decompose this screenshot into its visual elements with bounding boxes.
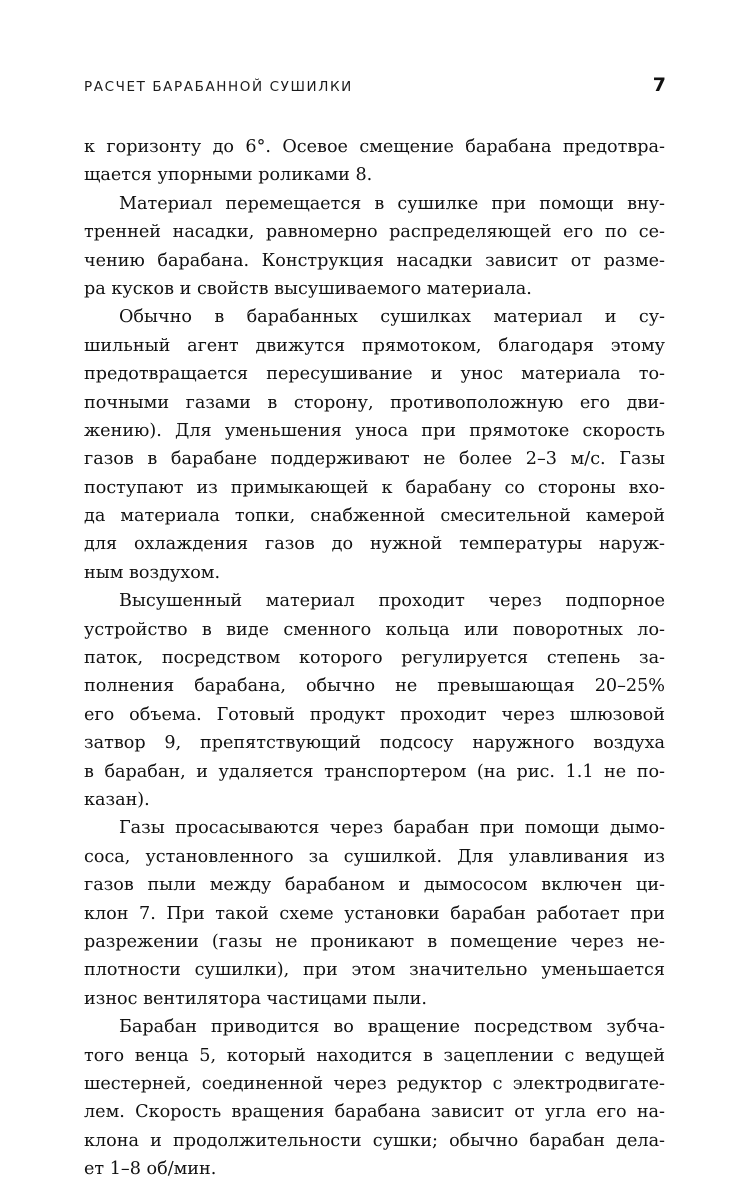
text-line: ет 1–8 об/мин. bbox=[84, 1159, 217, 1180]
text-line: паток, посредством которого регулируется степень за- bbox=[84, 648, 665, 669]
text-line: соса, установленного за сушилкой. Для улавливания из bbox=[84, 846, 665, 867]
text-line: клон 7. При такой схеме установки барабан работает при bbox=[84, 903, 665, 924]
text-line: Высушенный материал проходит через подпорное bbox=[119, 591, 665, 612]
paragraph bbox=[84, 814, 665, 1013]
text-line: казан). bbox=[84, 789, 150, 810]
text-line: к горизонту до 6°. Осевое смещение барабана предотвра- bbox=[84, 137, 665, 157]
paragraph bbox=[84, 1013, 665, 1183]
text-line: того венца 5, который находится в зацеплении с ведущей bbox=[84, 1045, 665, 1066]
text-line: тренней насадки, равномерно распределяющей его по се- bbox=[84, 222, 665, 243]
paragraph bbox=[84, 587, 665, 814]
text-line: почными газами в сторону, противоположную его дви- bbox=[84, 392, 665, 413]
text-line: его объема. Готовый продукт проходит через шлюзовой bbox=[84, 704, 665, 725]
text-line: для охлаждения газов до нужной температуры наруж- bbox=[84, 534, 665, 555]
text-line: предотвращается пересушивание и унос материала то- bbox=[84, 364, 665, 385]
text-line: полнения барабана, обычно не превышающая 20–25% bbox=[84, 676, 665, 697]
text-line: ным воздухом. bbox=[84, 562, 221, 583]
text-line: клона и продолжительности сушки; обычно барабан дела- bbox=[84, 1130, 665, 1151]
text-line: шестерней, соединенной через редуктор с электродвигате- bbox=[84, 1073, 665, 1094]
text-line: плотности сушилки), при этом значительно уменьшается bbox=[84, 960, 665, 981]
text-line: Газы просасываются через барабан при помощи дымо- bbox=[119, 818, 665, 839]
text-line: газов в барабане поддерживают не более 2–3 м/с. Газы bbox=[84, 449, 665, 470]
page-number: 7 bbox=[652, 74, 666, 96]
text-line: да материала топки, снабженной смесительной камерой bbox=[84, 506, 665, 527]
text-line: жению). Для уменьшения уноса при прямотоке скорость bbox=[84, 420, 665, 441]
text-line: поступают из примыкающей к барабану со стороны вхо- bbox=[84, 477, 665, 498]
text-line: шильный агент движутся прямотоком, благодаря этому bbox=[84, 335, 665, 356]
paragraph bbox=[84, 190, 665, 304]
running-header bbox=[84, 76, 674, 100]
paragraph bbox=[84, 303, 665, 587]
text-line: Барабан приводится во вращение посредством зубча- bbox=[119, 1017, 665, 1038]
text-line: износ вентилятора частицами пыли. bbox=[84, 988, 428, 1009]
text-line: устройство в виде сменного кольца или поворотных ло- bbox=[84, 619, 665, 640]
text-line: разрежении (газы не проникают в помещение через не- bbox=[84, 931, 665, 952]
body-text bbox=[84, 133, 665, 1183]
text-line: щается упорными роликами 8. bbox=[84, 165, 373, 186]
text-line: лем. Скорость вращения барабана зависит от угла его на- bbox=[84, 1102, 665, 1123]
text-line: газов пыли между барабаном и дымососом включен ци- bbox=[84, 875, 665, 896]
text-line: затвор 9, препятствующий подсосу наружного воздуха bbox=[84, 733, 665, 754]
text-line: чению барабана. Конструкция насадки зависит от разме- bbox=[84, 250, 665, 271]
paragraph bbox=[84, 133, 665, 190]
running-title: РАСЧЕТ БАРАБАННОЙ СУШИЛКИ bbox=[84, 79, 353, 95]
text-line: Материал перемещается в сушилке при помощи вну- bbox=[119, 193, 665, 214]
text-line: ра кусков и свойств высушиваемого материала. bbox=[84, 278, 532, 299]
text-line: Обычно в барабанных сушилках материал и су- bbox=[119, 307, 665, 328]
text-line: в барабан, и удаляется транспортером (на рис. 1.1 не по- bbox=[84, 761, 665, 782]
